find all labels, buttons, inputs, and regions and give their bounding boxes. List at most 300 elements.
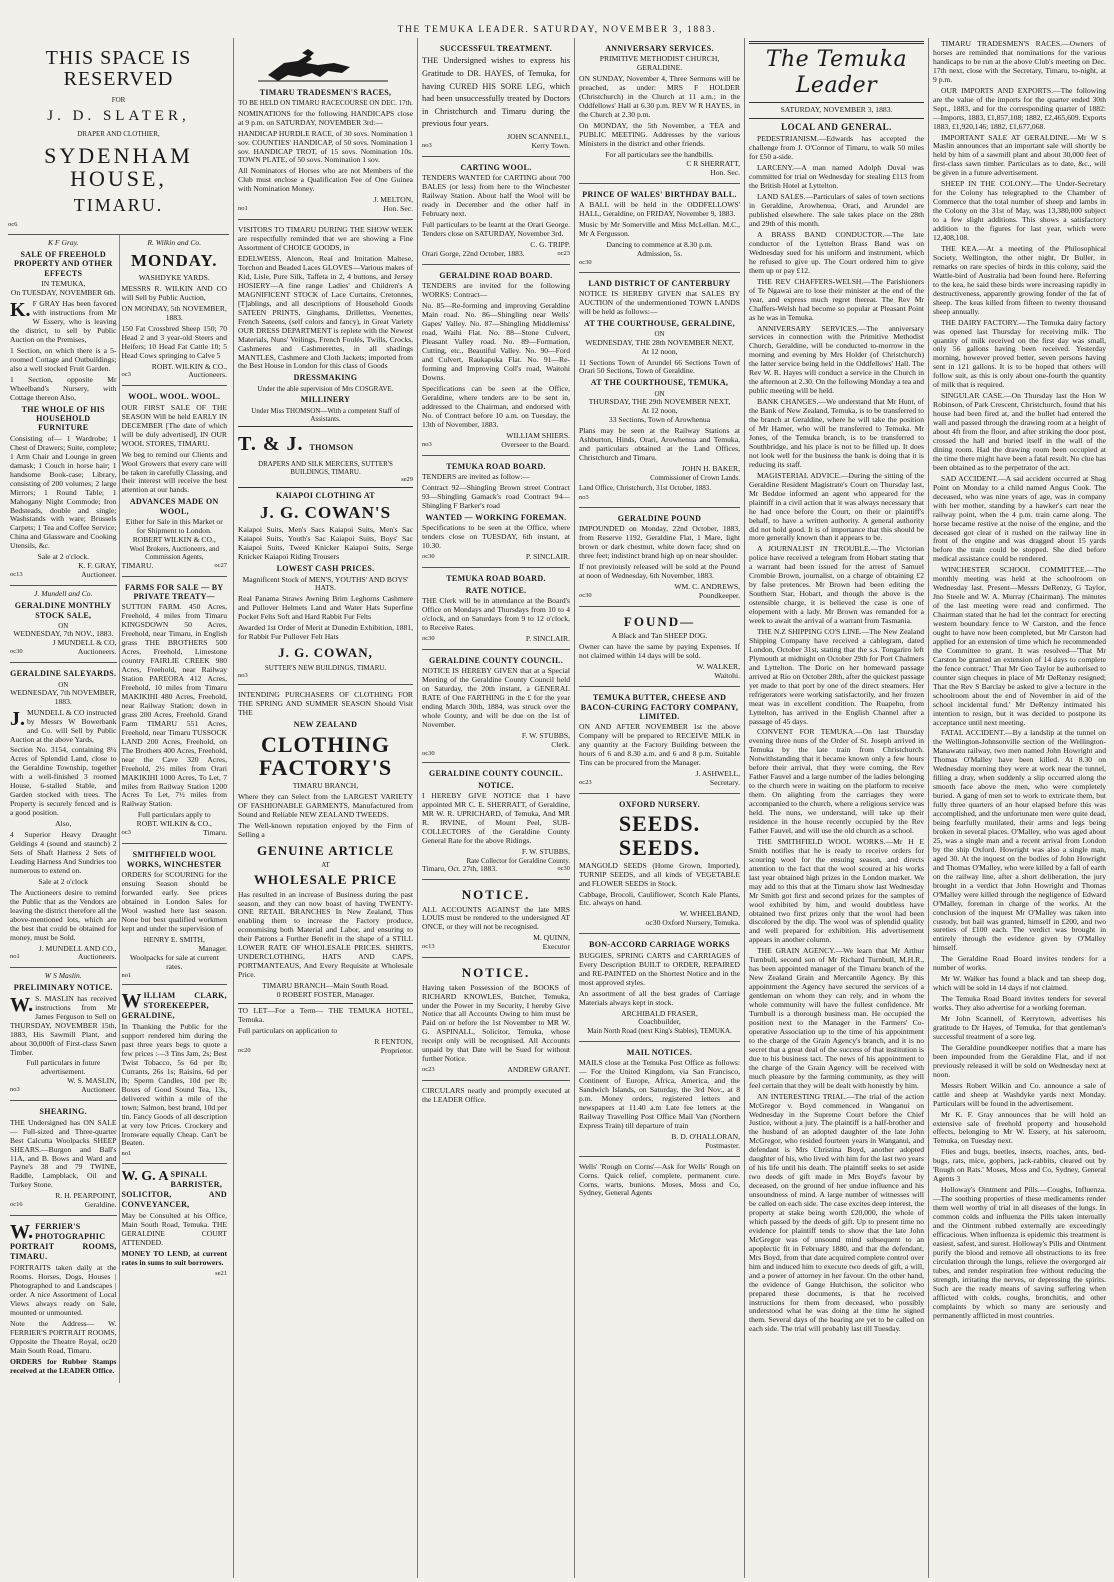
tolet-notice: TO LET—For a Term— THE TEMUKA HOTEL, Temuka. xyxy=(238,1005,413,1024)
ad-item: Real Panama Straws Awning Brim Leghorns Cashmere and Pullover Helmets Land and Water Hats Superfine Pocket Felts Soft and Hard Rabbit Fur Felts xyxy=(238,594,413,622)
ad-code: oc30 xyxy=(422,749,435,757)
ad-body: If not previously released will be sold at the Pound at noon of Wednesday, 6th November, 1883. xyxy=(579,562,740,581)
ad-code: oc23 xyxy=(557,250,570,258)
ad-title: SUCCESSFUL TREATMENT. xyxy=(439,44,553,53)
ad-signature: ANDREW GRANT. xyxy=(507,1065,570,1075)
ad-code: oc30 xyxy=(579,258,592,266)
ad-code: oc30 xyxy=(10,648,23,656)
reserved-space-ad xyxy=(8,38,229,235)
ad-body: Specifications can be seen at the Office, Geraldine, where tenders are to be sent in, addressed to the Chairman, and endorsed with No. of Contract before 10 a.m. on Tuesday, the 13th of November, 1883. xyxy=(422,383,570,429)
news-paragraph: TIMARU TRADESMEN'S RACES.—Owners of horses are reminded that nominations for the various handicaps to be run at the above Club's meeting on Dec. 17th next, close with the Secretary, Timaru, to-night, at 9 p.m. xyxy=(933,39,1106,84)
ad-subtitle: TO BE HELD ON TIMARU RACECOURSE ON DEC. 17th. xyxy=(238,99,413,108)
ad-role: Clerk. xyxy=(551,739,570,749)
ad-note: Full particulars on application to xyxy=(238,1025,338,1035)
ad-intro: INTENDING PURCHASERS OF CLOTHING FOR THE SPRING AND SUMMER SEASON Should Visit THE xyxy=(238,690,413,718)
ad-emphasis: GENUINE ARTICLE xyxy=(257,842,394,858)
nursery-ad xyxy=(579,794,740,934)
ad-signature: P. SINCLAIR. xyxy=(525,552,570,562)
news-paragraph: THE GRAIN AGENCY.—We learn that Mr Arthur Turnbull, second son of Mr Richard Turnbull, M.H.R., has been appointed manager of the Timaru branch of the New Zealand Grain and Mercantile Agency. By this appointment the Agency have secured the services of a gentleman on whom they can rely, and in whom the whole community will have the fullest confidence. Mr Turnbull is a thorough business man. He occupied the position next to the Manager in the Farmers' Co-operative Association up to the time of his appointment to the charge of the Grain Agency's branch, and it is no secret that a great deal of the success of that institution is due to his business tact. The news of his appointment to the charge of the Grain Agency will be received with much pleasure by the farming community, as they will feel certain that they will be dealt with honestly by him. xyxy=(749,946,924,1090)
ad-title: GERALDINE MONTHLY STOCK SALE, xyxy=(14,601,112,620)
news-paragraph: Flies and bugs, beetles, insects, roaches, ants, bed-bugs, rats, mice, gophers, jack-rabbits, cleared out by 'Rough on Rats.' Moses, Moss and Co, Sydney, General Agents 3 xyxy=(933,1147,1106,1184)
ad-code: oc27 xyxy=(214,561,227,569)
news-paragraph: BANK CHANGES.—We understand that Mr Hunt, of the Bank of New Zealand, Temuka, is to be transferred to the branch at Geraldine, where he will take the position of Mr Hamer, who will be transferred to Temuka. Mr Jones, of the Temuka branch, is to be transferred to Southbridge, and his place is not to be filled up. It does not look well for the business the bank is doing that it is reducing its staff. xyxy=(749,397,924,469)
ad-body: ALL ACCOUNTS AGAINST the late MRS LOUIS must be rendered to the undersigned AT ONCE, or they will not be recognised. xyxy=(422,904,570,932)
ad-code: no1 xyxy=(121,971,132,979)
ad-title: SALE OF FREEHOLD PROPERTY AND OTHER EFFECTS xyxy=(13,249,113,278)
ad-note: Admission, 5s. xyxy=(636,249,683,259)
ad-time: At 12 noon, xyxy=(641,406,678,416)
ad-body: Where they can Select from the LARGEST VARIETY OF FASHIONABLE GARMENTS, Manufactured from Sound and Reliable NEW ZEALAND TWEEDS. xyxy=(238,791,413,819)
ad-signature: M. QUINN, xyxy=(533,933,570,943)
drop-initial: W. G. A xyxy=(121,1169,169,1185)
races-ad xyxy=(238,38,413,220)
ad-note: For all particulars see the handbills. xyxy=(605,149,714,159)
ad-signature: WILLIAM SHIERS. xyxy=(506,430,570,440)
ad-code: no3 xyxy=(422,440,432,448)
treatment-ad xyxy=(422,38,570,157)
ad-title: TEMUKA BUTTER, CHEESE AND BACON-CURING FACTORY COMPANY, LIMITED. xyxy=(580,693,739,721)
ad-title: FERRIER'S PHOTOGRAPHIC PORTRAIT ROOMS, TIMARU. xyxy=(10,1222,117,1262)
ad-code: oc30 xyxy=(422,634,435,642)
aspinall-ad xyxy=(122,1164,228,1282)
ad-body: On MONDAY, the 5th November, a TEA and PUBLIC MEETING. Addresses by the various Ministers in the district and other friends. xyxy=(579,121,740,149)
ad-note: Woolpacks for sale at current rates. xyxy=(129,952,219,971)
ad-on: ON xyxy=(654,330,665,339)
racehorse-illustration xyxy=(238,45,413,85)
ad-signature: ROBERT WILKIN & CO., xyxy=(132,535,216,545)
ad-body: Wells' 'Rough on Corns'—Ask for Wells' Rough on Corns. Quick relief, complete, permanent cure. Corns, warts, bunions. Moses, Moss and Co, Sydney, General Agents xyxy=(579,1161,740,1198)
ad-note: Under the able supervision of Mrs COSGRAVE. xyxy=(257,384,394,393)
ad-title: GERALDINE SALEYARDS. xyxy=(10,669,117,679)
anniversary-ad xyxy=(579,38,740,184)
ad-title: TEMUKA ROAD BOARD. xyxy=(446,461,546,471)
ad-body: BUGGIES, SPRING CARTS and CARRIAGES of Every Description BUILT to ORDER, REPAIRED and RE-PAINTED on the Shortest Notice and in the most approved styles. xyxy=(579,950,740,987)
ad-date: WEDNESDAY, THE 28th NOVEMBER NEXT, xyxy=(585,337,734,347)
ad-time: Sale at 2 o'clock. xyxy=(37,552,90,562)
ad-place: Timaru. xyxy=(203,828,227,838)
ad-role: Manager. xyxy=(198,943,227,953)
news-paragraph: AN INTERESTING TRIAL.—The trial of the action McGregor v. Boyd commenced in Wanganui on Wednesday in the Supreme Court before the Chief Justice, without a jury. The plaintiff is a half-brother and the husband of an adopted daughter of the late John McGregor, who resided fourteen years in Wanganui, and defendant is Mrs Christina Boyd, another adopted daughter of his, who lived with him for the last two years of his life until his death. The plaintiff seeks to set aside two deeds of gift made in Mrs Boyd's favour by deceased, on the ground of her undue influence and his unsoundness of mind. A large number of witnesses will be called on each side. The case excites deep interest, the property at stake being worth £20,000, the whole of which passed by the deeds of gift. Up to present time no evidence for plaintiff tends to show that the late John McGregor was of unsound mind subsequent to an apoplectic fit in February 1880, and that the defendant, Mrs Boyd, from that date acquired complete control over him and induced him to execute two deeds of gift, a will, and a power of attorney in her favour. On the other hand, the evidence of Gange Hutchison, the solicitor who prepared these documents, is that he received instructions for them from deceased, who possibly understood what he was doing at the time he signed them. Several days of the hearing are yet to be called on each side. The trial will probably last till Tuesday. xyxy=(749,1091,924,1334)
ad-title: KAIAPOI CLOTHING AT xyxy=(276,490,375,500)
reserved-heading: THIS SPACE IS RESERVED xyxy=(45,47,192,90)
ad-code: se21 xyxy=(215,1269,227,1277)
ad-body: OUR FIRST SALE OF THE SEASON Will be held EARLY IN DECEMBER [The date of which will be duly advertised], IN OUR WOOL STORES, TIMARU. xyxy=(121,402,227,448)
ad-signature: WM. C. ANDREWS, xyxy=(674,582,740,592)
ad-note: All Nominators of Horses who are not Members of the Club must enclose a Qualification Fee of One Guinea with Nomination Money. xyxy=(238,166,413,194)
ad-body: Full particulars to be learnt at the Orari George. Tenders close on SATURDAY, November 3rd. xyxy=(422,220,570,239)
gray-sale-ad xyxy=(10,235,117,586)
ad-role: Geraldine. xyxy=(84,1200,117,1210)
ad-body: The Auctioneers desire to remind the Public that as the Vendors are leaving the district therefore all the above-mentioned lots, which are the best that could be obtained for money, must be Sold. xyxy=(10,887,117,942)
ad-address: TIMARU BRANCH—Main South Road. xyxy=(262,981,389,991)
ad-code: no3 xyxy=(422,142,432,150)
geraldine-road-board-ad xyxy=(422,265,570,456)
ad-code: no3 xyxy=(10,1086,20,1094)
ad-address: SUTTER'S NEW BUILDINGS, TIMARU. xyxy=(264,663,387,672)
ad-body: NOMINATIONS for the following HANDICAPS close at 9 p.m. on SATURDAY, NOVEMBER 3rd:— xyxy=(238,108,413,127)
ad-body: TENDERS WANTED for CARTING about 700 BALES (or less) from here to the Winchester Railway Station. About half the Wool will be ready in December and the other half in February next. xyxy=(422,173,570,219)
ad-code: oc3 xyxy=(121,829,131,837)
clothing-factory-ad xyxy=(238,685,413,1060)
ad-role: Commissioner of Crown Lands. xyxy=(650,473,740,482)
newspaper-page xyxy=(4,38,1110,1578)
ad-body: Music by Mr Somerville and Miss McLellan. M.C., Mr A Fergusson. xyxy=(579,220,740,239)
ad-body: ON AND AFTER NOVEMBER 1st the above Company will be prepared to RECEIVE MILK in any quantity at the Factory Building between the hours of 6 and 8.30 a.m. and 6 and 8 p.m. Suitable Tins can be procured from the Manager. xyxy=(579,722,740,768)
ad-item: Section No. 3154, containing 8¼ Acres of Splendid Land, close to the Geraldine Township, together with a well-finished 3 roomed House, 6-stalled Stable, and Garden stocked with trees. The Property is securely fenced and is a good position. xyxy=(10,745,117,818)
ad-note: MONEY TO LEND, at current rates in sums to suit borrowers. xyxy=(121,1248,227,1267)
ad-title: OXFORD NURSERY. xyxy=(619,800,700,810)
ad-emphasis: WHOLESALE PRICE xyxy=(253,872,398,888)
ad-code: oc30 xyxy=(579,592,592,600)
issue-date: SATURDAY, NOVEMBER 3, 1883. xyxy=(780,104,893,114)
ad-body: ON SUNDAY, November 4, Three Sermons will be preached, as under: MRS F HOLDER (Christchurch) in the Church at 11 a.m.; in the Oddfellows' Hall at 6.30 p.m. REV W R HAYES, in the Church at 2.30 p.m. xyxy=(579,74,740,120)
ad-subtitle: DRESSMAKING xyxy=(293,373,358,383)
ad-body: The Well-known reputation enjoyed by the Firm of Selling a xyxy=(238,820,413,839)
smithfield-ad xyxy=(122,844,228,985)
ad-item: 1 Section, on which there is a 5-roomed Cottage and Outbuildings; also a well stocked Fruit Garden. xyxy=(10,345,117,373)
ad-code: oc13 xyxy=(422,943,435,951)
news-paragraph: Messrs Robert Wilkin and Co. announce a sale of cattle and sheep at Washdyke yards next Monday. Particulars will be found in the advertisement. xyxy=(933,1080,1106,1108)
ad-date: On TUESDAY, NOVEMBER 6th. xyxy=(10,288,116,298)
ad-on: ON xyxy=(58,680,69,689)
news-paragraph: OUR IMPORTS AND EXPORTS.—The following are the value of the imports for the quarter ended 30th Sept., 1883, and for the corresponding quarter of 1882:—Imports, 1883, £1,857,108; 1882, £2,465,609. Exports 1883, £1,920,146; 1882, £1,677,068. xyxy=(933,85,1106,131)
news-paragraph: IMPORTANT SALE AT GERALDINE.—Mr W S Maslin announces that an important sale will shortly be held by him of a sawmill plant and about 30,000 feet of first-class sawn timber. Particulars as to date, &c., will be given in a future advertisement. xyxy=(933,132,1106,178)
cowan-ad xyxy=(238,220,413,685)
newspaper-masthead: THE TEMUKA LEADER. SATURDAY, NOVEMBER 3, 1883. xyxy=(397,25,717,35)
circulars-ad xyxy=(422,1081,570,1112)
news-paragraph: LAND SALES.—Particulars of sales of town sections in Geraldine, Arowhenua, Orari, and Arundel are published elsewhere. The sale takes place on the 28th and 29th of this month. xyxy=(749,192,924,229)
ad-signature: JOHN SCANNELL, xyxy=(507,132,570,142)
ad-body: MAILS close at the Temuka Post Office as follows:— For the United Kingdom, via San Francisco, Continent of Europe, Africa, America, and the Sandwich Islands, on Saturday, the 3rd Nov., at 8 p.m. Money orders, registered letters and newspapers at 11.40 a.m Late fee letters at the Railway Travelling Post Office Mail Van (Northern Express Train) till departure of train xyxy=(579,1058,740,1130)
news-paragraph: The Geraldine Road Board invites tenders for a number of works. xyxy=(933,954,1106,973)
ad-signature: ROBT. WILKIN & CO., xyxy=(151,361,227,371)
ad-date: WEDNESDAY, 7th NOV., 1883. xyxy=(13,629,114,639)
ad-signature: HENRY E. SMITH, xyxy=(143,934,205,944)
ad-address: oc30 Oxford Nursery, Temuka. xyxy=(645,918,740,928)
news-paragraph: THE DAIRY FACTORY.—The Temuka dairy factory was opened last Thursday for receiving milk. The quantity of milk received on the first day was small, only 56 gallons having been received. Yesterday morning, however proved better, seven persons having sent in 121 gallons. It is to be hoped that others will follow suit, as this is only about one-fourth the quantity of milk that is required. xyxy=(933,317,1106,390)
drop-initial: K. xyxy=(10,299,31,322)
news-paragraph: THE KEA.—At a meeting of the Philosophical Society, Wellington, the other night, Dr Buller, in remarks on rare species of birds in this colony, said the Wattle-bird of Australia had been found here. Referring to the kea, he said these birds were increasing rapidly in destructiveness, apparently growing fonder of the fat of sheep. The keas killed from fifteen to twenty thousand sheep annually. xyxy=(933,243,1106,316)
column-5 xyxy=(744,38,928,1578)
auctioneer-name: J. Mundell and Co. xyxy=(34,589,93,599)
ad-body: S. MASLIN has received instructions from Mr James Ferguson to Sell on THURSDAY, NOVEMBER 15th, 1883, His Sawmill Plant, and about 30,000ft of First-class Sawn Timber. xyxy=(10,993,117,1057)
butter-factory-ad xyxy=(579,687,740,794)
ad-body: TENDERS are invited for the following WORKS: Contract— xyxy=(422,281,570,300)
ad-role: Postmaster. xyxy=(705,1140,740,1150)
news-paragraph: A JOURNALIST IN TROUBLE.—The Victorian police have received a telegram from Hobart stating that a warrant had been issued for the arrest of Samuel Crombie Brown, journalist, on a charge of obtaining £2 by false pretences. Mr Brown had been editing the Southern Star, Hobart, and though the above is the ostensible charge, it is believed the case is one of elopement with a lady. Mr Brown was remanded for a week to await the arrival of a warrant from Tasmania. xyxy=(749,544,924,626)
farms-ad xyxy=(122,577,228,845)
ad-signature: R FENTON, xyxy=(374,1036,413,1046)
auctioneer-name: K F Gray. xyxy=(47,237,79,247)
ad-body: MANGOLD SEEDS (Home Grown, Imported), TURNIP SEEDS, and all kinds of VEGETABLE and FLOWER SEEDS in Stock. xyxy=(579,860,740,888)
ad-role: Auctioneers. xyxy=(77,952,117,962)
column-1a xyxy=(8,235,119,1383)
ad-body: NOTICE IS HEREBY GIVEN that at a Special Meeting of the Geraldine County Council held on Saturday, the 20th instant, a GENERAL RATE of One FARTHING in the £ for the year ending March 30th, 1884, was struck over the whole County, and will be due on the 1st of November. xyxy=(422,666,570,729)
news-paragraph: Mr K. F. Gray announces that he will hold an extensive sale of freehold property and household effects, belonging to Mr W. Essery, at his saleroom, Temuka, on Tuesday next. xyxy=(933,1109,1106,1146)
ad-subtitle: MILLINERY xyxy=(300,395,351,405)
ad-role: Kerry Town. xyxy=(531,141,570,151)
ad-role: Poundkeeper. xyxy=(698,591,740,601)
rubber-stamp-notice: ORDERS for Rubber Stamps received at the LEADER Office. xyxy=(10,1356,117,1375)
ad-title: GERALDINE COUNTY COUNCIL. xyxy=(428,655,564,665)
ad-item: 33 Sections, Town of Arowhenua xyxy=(608,415,711,425)
ad-code: se29 xyxy=(401,476,413,484)
ad-role: Overseer to the Board. xyxy=(501,439,570,449)
ad-subtitle: WANTED — WORKING FOREMAN. xyxy=(425,512,567,522)
news-paragraph: SINGULAR CASE.—On Thursday last the Hon W Robinson, of Park Crescent, Christchurch, found that his house had been fired at, and the bullet had entered the wall and passed through the drawing room at a height of about 4ft from the floor, and after striking the door post, crossed the hall and buried itself in the wall of the dining room. Had the drawing room been occupied at the time there might have been a fatal result. No clue has been obtained as to the perpetrator of the act. xyxy=(933,391,1106,472)
news-paragraph: THE SMITHFIELD WOOL WORKS.—Mr H E Smith notifies that he is ready to receive orders for scouring wool for the ensuing season, and directs attention to the fact that the wool scoured at his works last year obtained high prizes in the London market. We may add to this that at the Timaru show last Wednesday Mr Smith got first and second prizes for the samples of wool exhibited by him, and would doubtless have obtained two first prizes only that the wool had been discolored by the dip. The wool was of splendid quality and well prepared for exhibition. His advertisement appears in another column. xyxy=(749,836,924,945)
ad-role: Proprietor. xyxy=(380,1045,413,1055)
ad-title: GERALDINE COUNTY COUNCIL. xyxy=(428,769,564,779)
ad-code: no1 xyxy=(238,205,248,213)
ad-body: In Thanking the Public for the support rendered him during the past three years begs to quote a few prices :—3 Tins Jam, 2s; Best Twist Tobacco, 5s 6d per lb; Currants, 26s 1s; Raisins, 6d per lb; Sperm Candles, 10d per lb; Boxes of Good Sound Tea, 13s, delivered within a mile of the town; Salmon, best brand, 10d per tin. Fancy Goods of all description at very low Prices. Crockery and Ironware equally Cheap. Can't be Beaten. xyxy=(121,1022,227,1148)
ad-place: TIMARU. xyxy=(121,560,154,570)
column-2 xyxy=(233,38,417,1578)
ad-signature: 0 ROBERT FOSTER, Manager. xyxy=(276,990,375,1000)
ad-body: NOTICE IS HEREBY GIVEN that SALES BY AUCTION of the undermentioned TOWN LANDS will be held as follows:— xyxy=(579,289,740,316)
ad-role: Secretary. xyxy=(709,778,740,788)
ad-title: MONDAY. xyxy=(130,250,218,270)
ad-signature: J MUNDELL & CO, xyxy=(52,638,117,648)
ball-ad xyxy=(579,184,740,273)
news-paragraph: The Geraldine poundkeeper notifies that a mare has been impounded from the Geraldine Flat, and if not previously released it will be sold on Wednesday next at noon. xyxy=(933,1042,1106,1079)
ad-subtitle: RATE NOTICE. xyxy=(465,585,527,595)
ad-subtitle: THE WHOLE OF HIS HOUSEHOLD FURNITURE xyxy=(21,404,105,433)
ad-body: FORTRAITS taken daily at the Rooms. Horses, Dogs, Houses | Photographed to and Landscapes | order. A nice Assortment of Local Views always ready on Sale, mounted or unmounted. xyxy=(10,1263,117,1317)
ad-body: Plans may be seen at the Railway Stations at Ashburton, Hinds, Orari, Arowhenua and Temuka, and particulars obtained at the Land Offices, Christchurch and Timaru. xyxy=(579,425,740,462)
wilkin-monday-ad xyxy=(122,235,228,386)
ad-date: Timaru, Oct. 27th, 1883. xyxy=(422,864,498,874)
ad-code: no1 xyxy=(121,1150,132,1158)
news-paragraph: Mr John Scannell, of Kerrytown, advertises his gratitude to Dr Hayes, of Temuka, for that gentleman's successful treatment of a sore leg. xyxy=(933,1014,1106,1041)
ad-code: oc30 xyxy=(557,865,570,873)
news-paragraph: WINCHESTER SCHOOL COMMITTEE.—The monthly meeting was held at the schoolroom on Wednesday last. Present—Messrs DeRenzy, G Taylor, Jno Steele and W. A. Murray (Chairman). The minutes of the last meeting were read and confirmed. The Chairman stated that he had let the contract for erecting western boundary fence to W Carston, and the fence ought to have now been completed, but Mr Carston had applied for an extension of time which he recommended the Committee to grant. It was resolved—'That Mr Carston be granted an extension of 14 days to complete the fence contract.' That Mr Geo Taylor be authorised to counter sign cheques in place of Mr DeRenzy resigned; That the Rev S Barclay be asked to give a lecture in the schoolroom about the end of November in aid of the school incidental fund.' Mr DeRenzy intimated his intention to resign, but it was decided to postpone its acceptance until next meeting. xyxy=(933,565,1106,727)
shearing-ad xyxy=(10,1101,117,1216)
ad-signature: J. MELTON, xyxy=(373,195,413,205)
ad-address: Main North Road (next King's Stables), TEMUKA. xyxy=(587,1027,732,1036)
county-council-ad xyxy=(422,650,570,764)
ad-body: Specifications to be seen at the Office, where tenders close on TUESDAY, 6th instant, at 10.30. xyxy=(422,523,570,551)
ad-body: ORDERS for SCOURING for the ensuing Season should be forwarded early. See prices obtained in London Sales for Wool washed here last season. None but best qualified workmen kept and under the supervision of xyxy=(121,870,227,933)
ad-on: ON xyxy=(654,389,665,398)
ad-item: HANDICAP HURDLE RACE, of 30 sovs. Nomination 1 sov. COUNTIES' HANDICAP, of 50 sovs. Nomination 1 sov. HANDICAP TROT, of 15 sovs. Nomination 10s. TOWN PLATE, of 50 sovs. Nomination 1 sov. xyxy=(238,128,413,165)
ad-title: ILLIAM CLARK, STOREKEEPER, GERALDINE, xyxy=(121,991,227,1021)
ad-at: AT xyxy=(321,860,330,869)
ad-date: Land Office, Christchurch, 31st October, 1883. xyxy=(579,484,711,492)
ad-signature: JOHN H. BAKER, xyxy=(681,463,740,473)
news-paragraph: Mr W. Walker has found a black and tan sheep dog, which will be sold in 14 days if not claimed. xyxy=(933,974,1106,993)
ad-note: Either for Sale in this Market or for Shipment to London. xyxy=(125,517,223,536)
drop-initial: W. xyxy=(10,1221,34,1244)
ad-role: Rate Collector for Geraldine County. xyxy=(466,856,570,865)
racehorse-icon xyxy=(238,45,414,85)
ad-signature: ROBT. WILKIN & CO., xyxy=(136,819,212,829)
news-paragraph: SAD ACCIDENT.—A sad accident occurred at Shag Point on Monday to a child named Angus Cook. The deceased, who was nine years of age, was in company with her mother, standing by a hawker's cart near the railway point, when the 4 p.m. train came along. The horse became restive at the noise of the engine, and the deceased got clear of it rushed on the railway line in front of the engine and was dragged about 15 yards before the train could be stopped. She died before medical assistance could be rendered. xyxy=(933,473,1106,564)
ad-title: PRELIMINARY NOTICE. xyxy=(13,983,113,993)
ad-date: Orari Gorge, 22nd October, 1883. xyxy=(422,249,525,259)
news-paragraphs xyxy=(933,40,1106,1320)
ad-item: 1 Section, opposite Mr Wheelband's Nursery, with Cottage thereon Also, xyxy=(10,374,117,402)
ad-place: IN TEMUKA, xyxy=(41,279,86,289)
ad-title: PRINCE OF WALES' BIRTHDAY BALL. xyxy=(582,189,737,199)
news-paragraph: A BRASS BAND CONDUCTOR.—The late conductor of the Lyttelton Brass Band was on Wednesday sued for his uniform and instrument, which he refused to give up. The Court ordered him to give them up or pay £12. xyxy=(749,230,924,275)
maslin-ad xyxy=(10,968,117,1101)
ad-body: THE Undersigned wishes to express his Gratitude to DR. HAYES, of Temuka, for having CURED HIS SORE LEG, which had been unsuccessfully treated by Doctors in Christchurch and Timaru during the previous four years. xyxy=(422,56,570,129)
ad-address: Note the Address— W. FERRIER'S PORTRAIT ROOMS, Opposite the Theatre Royal, oc20 Main South Road, Timaru. xyxy=(10,1318,117,1355)
saleyards-ad xyxy=(10,663,117,968)
ad-body: MESSRS R. WILKIN AND CO will Sell by Public Auction, xyxy=(121,283,227,302)
drop-initial: W xyxy=(121,990,142,1013)
ad-note: Dancing to commence at 8.30 p.m. xyxy=(606,240,713,250)
news-paragraph: CONVENT FOR TEMUKA.—On last Thursday evening three nuns of the Order of St. Joseph arrived in Temuka by the late train from Christchurch. Notwithstanding that it became known only a few hours before their arrival, that they were coming, the Rev Father Fauvel and a large number of the ladies belonging to the church were in waiting on the platform to receive them. On alighting from the carriages they were accompanied to the church, where a religious service was held. The nuns, we understand, will take up their residence in the house recently occupied by the Rev Father Fauvel, and will use the old church as a school. xyxy=(749,727,924,835)
wells-ad xyxy=(579,1157,740,1206)
ferrier-ad xyxy=(10,1216,117,1382)
ad-code: oc3 xyxy=(121,371,131,379)
ad-also: Also, xyxy=(55,819,72,829)
news-paragraphs xyxy=(749,135,924,1334)
firm-name: J. G. COWAN'S xyxy=(259,503,392,523)
ad-code: oc6 xyxy=(8,221,18,229)
ad-signature: B. D. O'HALLORAN, xyxy=(671,1131,740,1141)
column-6 xyxy=(928,38,1110,1578)
grant-notice-ad xyxy=(422,958,570,1081)
column-1 xyxy=(4,38,233,1578)
wool-ad xyxy=(122,386,228,576)
tj-logo: T. & J. xyxy=(238,433,304,456)
news-paragraph: THE REV CHAFFERS-WELSH.—The Parishioners of Te Ngawai are to lose their minister at the end of the year, and express much regret thereat. The Rev Mr Chaffers-Welsh had become so popular at Pleasant Point as he was in Temuka. xyxy=(749,276,924,322)
ad-date: WEDNESDAY, 7th NOVEMBER, 1883. xyxy=(10,687,117,706)
carriage-works-ad xyxy=(579,934,740,1041)
ad-code: oc30 xyxy=(422,553,435,561)
news-paragraph: ANNIVERSARY SERVICES.—The anniversary services in connection with the Primitive Methodist Church, Geraldine, will be conducted to-morrow in the morning and evening by Mrs Holder (of Christchurch) the latter service being held in the Oddfellows' Hall. The Rev W. R. Hayes will conduct a service in the Church in the afternoon at 2.30. On the following Monday a tea and public meeting will be held. xyxy=(749,323,924,396)
ad-body: A Black and Tan SHEEP DOG. xyxy=(611,631,708,641)
ad-signature: W. WHEELBAND, xyxy=(679,909,740,919)
ad-subtitle: DRAPERS AND SILK MERCERS, SUTTER'S BUILDINGS, TIMARU. xyxy=(258,459,393,476)
ad-code: oc20 xyxy=(238,1046,251,1054)
ad-item: Contract 92—Shingling Brown street Contract 93—Shingling Gamack's road Contract 94—Shingling F Barker's road xyxy=(422,483,570,510)
news-paragraph: THE N.Z SHIPPING CO'S LINE.—The New Zealand Shipping Company have received a cablegram, dated London, October 31st, stating that the s.s. Tongariro left Plymouth at midnight on October 29th for Port Chalmers and Lyttelton. The Doric on her homeward passage arrived at Rio on October 28th, after the quickest passage yet made to that port by one of the direct steamers. Her refrigerators were working satisfactorily, and her frozen meat was in excellent condition. The Ruapehu, from Lyttelton, has arrived in the English Channel after a passage of 45 days. xyxy=(749,626,924,726)
ad-subtitle: WASHDYKE YARDS. xyxy=(138,272,210,282)
ad-title: FARMS FOR SALE — BY PRIVATE TREATY— xyxy=(125,582,224,601)
ad-subtitle: LOWEST CASH PRICES. xyxy=(276,564,375,574)
ad-body: Owner can have the same by paying Expenses. If not claimed within 14 days will be sold. xyxy=(579,642,740,661)
ad-title: CARTING WOOL. xyxy=(460,163,532,172)
ad-body: TENDERS are invited as follow:— xyxy=(422,472,530,482)
column-4 xyxy=(574,38,744,1578)
ad-title: GERALDINE ROAD BOARD. xyxy=(439,271,553,281)
ad-note: Under Miss THOMSON—With a competent Staff of Assistants. xyxy=(251,406,400,423)
ad-signature: ARCHIBALD FRASER, xyxy=(621,1008,698,1018)
ad-subtitle: TIMARU BRANCH, xyxy=(292,780,359,790)
ad-body: Has resulted in an increase of Business during the past season, and they can now boast of having TWENTY-ONE RETAIL BRANCHES In New Zealand, Thus enabling them to increase the Factory produce, economising both Material and Labor, and ensuring to their Patrons a Further Benefit in the shape of a STILL LOWER RATE OF WHOLESALE PRICES. SHIRTS, UNDERCLOTHING, HATS AND CAPS, PORTMANTEAUS, And Every Requisite at Wholesale Price. xyxy=(238,889,413,980)
column-1-split xyxy=(8,235,229,1383)
ad-code: no1 xyxy=(10,953,20,961)
seeds-heading: SEEDS. SEEDS. xyxy=(618,811,701,860)
ad-body: Having taken Possession of the BOOKS of RICHARD KNOWLES, Butcher, Temuka, under the Power in my Security, I hereby Give Notice that all Accounts Owing to him must be Paid on or before the 1st November to MR W. G. ASPINALL, Solicitor, Temuka, whose receipt only will be recognised. All Accounts unpaid by that Date will be Sued for without further Notice. xyxy=(422,982,570,1064)
ad-body: Cabbage, Brocoli, Cauliflower, Scotch Kale Plants, Etc. always on hand. xyxy=(579,889,740,908)
ad-signature: R. H. PEARPOINT, xyxy=(55,1191,117,1201)
ad-title: GERALDINE POUND xyxy=(617,513,702,523)
column-1b xyxy=(119,235,230,1383)
ad-code: no3 xyxy=(238,671,248,679)
ad-role: Wool Brokers, Auctioneers, and Commission Agents, xyxy=(129,545,219,562)
ad-role: Auctioneer. xyxy=(81,1085,117,1095)
section-heading: LOCAL AND GENERAL. xyxy=(781,121,892,132)
ad-code: oc13 xyxy=(10,571,23,579)
ad-signature: W. S. MASLIN, xyxy=(67,1076,117,1086)
ad-body: MUNDELL & CO instructed by Messrs W Bowerbank and Co. will Sell by Public Auction at the above Yards, xyxy=(10,707,117,744)
ad-title: NOTICE. xyxy=(461,887,531,903)
ad-date: THURSDAY, THE 29th NOVEMBER NEXT, xyxy=(588,397,731,407)
ad-subtitle: ADVANCES MADE ON WOOL, xyxy=(129,497,219,516)
ad-title: TEMUKA ROAD BOARD. xyxy=(446,574,546,584)
ad-role: Auctioneers. xyxy=(188,370,227,380)
reserved-for: FOR xyxy=(111,96,126,104)
ad-signature: C R SHERRATT, xyxy=(686,158,740,168)
ad-role: Auctioneers. xyxy=(77,647,117,657)
ad-time: At 12 noon, xyxy=(641,346,678,356)
ad-subtitle: PRIMITIVE METHODIST CHURCH, GERALDINE. xyxy=(599,54,720,73)
ad-title: CLOTHING FACTORY'S xyxy=(258,731,393,780)
ad-role: Auctioneer. xyxy=(81,570,117,580)
ad-body: A BALL will be held in the ODDFELLOWS' HALL, Geraldine, on FRIDAY, November 9, 1883. xyxy=(579,200,740,219)
ad-title: SHEARING. xyxy=(39,1107,87,1117)
ad-signature: W. WALKER, xyxy=(696,662,740,672)
column-3 xyxy=(417,38,574,1578)
ad-item: 4 Superior Heavy Draught Geldings 4 (sound and staunch) 2 Sets of Shaft Harness 2 Sets of Leading Harness And Sundries too numerous to extend on. xyxy=(10,830,117,875)
found-ad xyxy=(579,607,740,687)
ad-body: VISITORS TO TIMARU DURING THE SHOW WEEK are respectfully reminded that we are showing a Fine Assortment of CHOICE GOODS, in xyxy=(238,225,413,253)
drop-initial: J. xyxy=(10,707,25,730)
ad-title: SPINALL BARRISTER, SOLICITOR, AND CONVEYANCER, xyxy=(121,1170,227,1209)
ad-title: SMITHFIELD WOOL WORKS, WINCHESTER xyxy=(126,850,222,869)
ad-body: An assortment of all the best grades of Carriage Materials always kept in stock. xyxy=(579,988,740,1007)
ad-note: Full particulars apply to xyxy=(137,810,211,820)
county-council-notice-ad xyxy=(422,763,570,880)
carting-ad xyxy=(422,157,570,265)
ad-title: NOTICE. xyxy=(461,965,531,981)
ad-title: FOUND— xyxy=(623,613,696,629)
drop-initial: W. xyxy=(10,993,34,1016)
ad-body: F GRAY Has been favored with instructions from Mr W Essery, who is leaving the district, to sell by Public Auction on the Premises, xyxy=(10,299,117,344)
ad-on: ON xyxy=(58,621,69,630)
news-paragraph: SHEEP IN THE COLONY.—The Under-Secretary for the Colony has telegraphed to the Chamber of Commerce that the total number of sheep and lambs in the Colony on the 31st of May, was 13,380,000 subject to a few slight additions. This shows a satisfactory addition to the figures for last year, which were 12,408,108. xyxy=(933,179,1106,243)
ad-body: Consisting of— 1 Wardrobe; 1 Chest of Drawers; Suite, complete; 1 Arm Chair and Lounge in green damask; 1 Couch in horse hair; 1 handsome Book-case; Library, consisting of 200 volumes; 2 large Mirrors; 1 Round Table; 1 Mahogany Night Commode; Iron Bedsteads, double and single; Washstands with ware; Brussels Carpets; 1 Tea and Coffee Service; China and Glassware and Cooking Utensils, &c. xyxy=(10,433,117,551)
ad-item: 11 Sections Town of Arundel 66 Sections Town of Orari 50 Sections, Town of Geraldine. xyxy=(579,357,740,376)
ad-subtitle: NEW ZEALAND xyxy=(293,720,358,730)
news-paragraph: Holloway's Ointment and Pills.—Coughs, Influenza.—The soothing properties of these medicaments render them well worthy of trial in all diseases of the lungs. In common colds and influenza the Pills taken internally and the Ointment rubbed externally are exceedingly efficacious. When influenza is epidemic this treatment is easiest, safest, and surest. Holloway's Pills and Ointment purify the blood and remove all obstructions to its free circulation through the lungs, relieve the overgorged air tubes, and render respiration free without reducing the strength, irritating the nerves, or depressing the spirits. Such are the ready means of saving suffering when afflicted with colds, coughs, bronchitis, and other complaints by which so many are seriously and permanently afflicted in most countries. xyxy=(933,1185,1106,1320)
news-paragraph: FATAL ACCIDENT.—By a landslip at the tunnel on the Wellington-Johnsonville section of the Wellington-Manawatu railway, two men named John Howright and Thomas O'Malley have been killed. At 8.30 on Wednesday morning they were at work near the tunnel, filling a dray, when suddenly a slip occurred along the smooth face above the men, who were completely buried. A gang of men set to work to extricate them, but fully three quarters of an hour elapsed before this was accomplished, and the unfortunate men were quite dead, being fearfully mutilated, their arms and legs being broken in several places. O'Malley, who was aged about 25, was a single man and a recent arrival from London by the ship Oxford. Howright was also a single man, aged 30. At the inquest on the bodies of John Howright and Thomas O'Malley, who were killed by a fall of earth on the railway line, after a short deliberation, the jury brought in a verdict that John Howright and Thomas O'Malley were killed through the negligence of Edward O'Malley, foreman in charge of the works. At the conclusion of the inquest Mr O'Malley was taken into custody, but bail was granted, himself in £200, and two sureties of £100 each. The verdict was brought in entirely through the evidence given by O'Malley himself. xyxy=(933,728,1106,953)
ad-title: TIMARU TRADESMEN'S RACES, xyxy=(259,88,392,97)
clark-ad xyxy=(122,985,228,1164)
ad-signature: J. MUNDELL AND CO., xyxy=(38,943,117,953)
ad-code: oc16 xyxy=(10,1201,23,1209)
ad-item: 150 Fat Crossbred Sheep 150; 70 Head 2 and 3 year-old Steers and Heifers; 10 Head Fat Cattle 10; 5 Head Cows springing to Calve 5 xyxy=(121,323,227,360)
ad-body: EDELWEISS, Alencon, Real and Imitation Maltese, Torchon and Beaded Laces GLOVES—Various makes of Kid, Lisle, Pure Silk, Taffeta in 2, 4 buttons, and Jersey HOSIERY—A fine range Ladies' and Children's A MAGNIFICENT STOCK of Lace Curtains, Cretonnes, [T]ablings, and all descriptions of Household Goods SATEEN PRINTS, Ginghams, Drillettes, Veenettes, French Sateens, (self colors and fancy), in Great Variety OUR DRESS DEPARTMENT is replete with the Newest Materials, Nuns' Veilings, French Foulés, Twills, Crocks, Cashmeres and Cashmerettes, in all shadings MANTLES, Cashmere and Cloth Jackets; imported from the Best House in London for this class of Goods xyxy=(238,254,413,371)
ad-signature: K. F. GRAY, xyxy=(78,561,117,571)
ad-title: WOOL. WOOL. WOOL. xyxy=(128,392,221,402)
ad-time: Sale at 2 o'clock xyxy=(38,876,89,886)
ad-role: Hon. Sec. xyxy=(710,167,740,177)
auctioneer-name: R. Wilkin and Co. xyxy=(147,237,202,247)
ad-signature: C. G. TRIPP. xyxy=(530,240,570,250)
rate-notice-ad xyxy=(422,568,570,650)
ad-signature: F. W. STUBBS, xyxy=(521,730,570,740)
ad-code: no3 xyxy=(579,494,589,502)
ad-body: I HEREBY GIVE NOTICE that I have appointed MR C. E. SHERRATT, of Geraldine, MR W. R. UPRICHARD, of Temuka, And MR R. IRVINE, of Mount Peel, SUB-COLLECTORS of the Geraldine County General Rate for the above Ridings. xyxy=(422,791,570,846)
ad-title: LAND DISTRICT OF CANTERBURY xyxy=(588,278,731,288)
land-district-ad xyxy=(579,273,740,508)
